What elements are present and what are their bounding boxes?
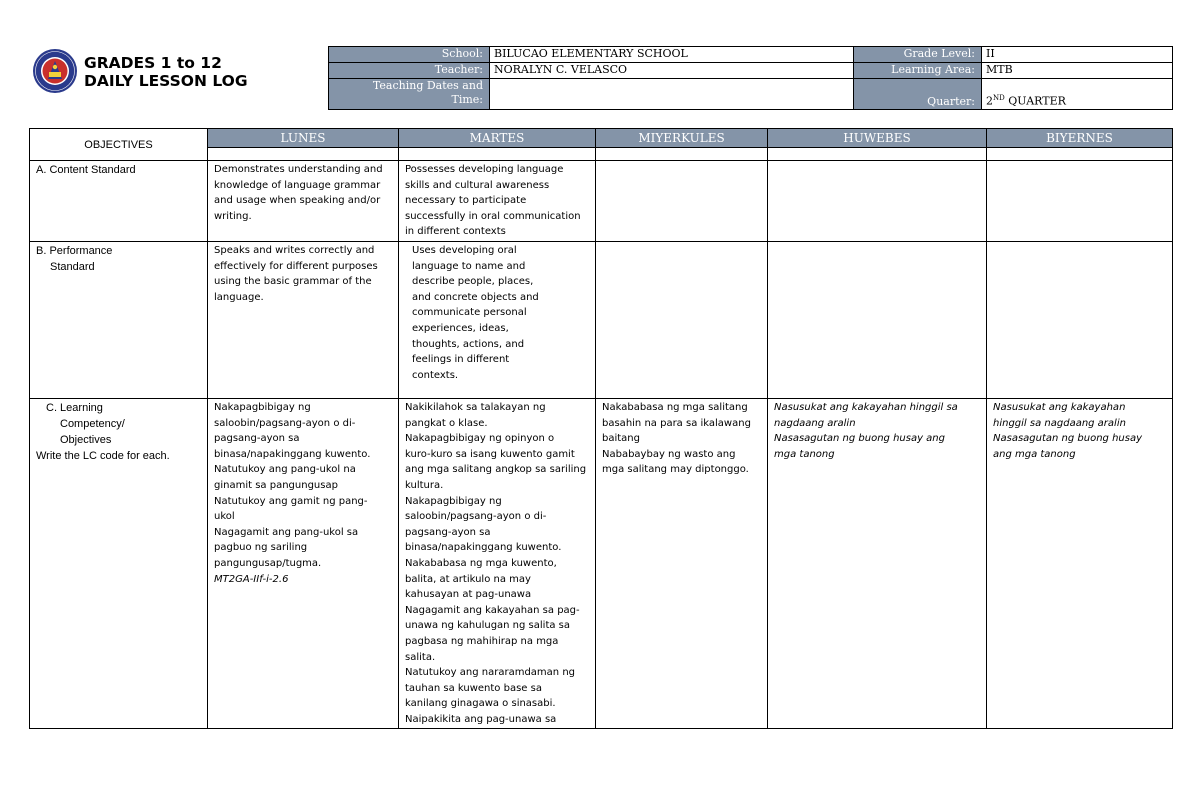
text-line: pagbuo ng sariling: [214, 542, 308, 554]
day-header-huwebes: HUWEBES: [768, 129, 987, 148]
objectives-header: OBJECTIVES: [30, 129, 208, 161]
day-header-biyernes: BIYERNES: [987, 129, 1173, 148]
text-line: Nasasagutan ng buong husay: [993, 433, 1142, 445]
text-line: skills and cultural awareness: [405, 179, 550, 191]
text-line: kanilang ginagawa o sinasabi.: [405, 698, 556, 710]
text-line: Natutukoy ang nararamdaman ng: [405, 667, 575, 679]
text-line: Nakapagbibigay ng: [214, 402, 311, 413]
text-line: language to name and: [412, 260, 526, 272]
text-line: kahusayan at pag-unawa: [405, 589, 532, 601]
performance-standard-martes: [399, 242, 596, 399]
text-line: Standard: [50, 261, 95, 273]
text-line: tauhan sa kuwento base sa: [405, 682, 542, 694]
title-line-1: GRADES 1 to 12: [84, 54, 222, 72]
text-line: necessary to participate: [405, 195, 527, 207]
lesson-log-table: [29, 128, 1173, 729]
text-line: basahin na para sa ikalawang: [602, 417, 751, 429]
teaching-dates-value: [490, 79, 854, 110]
text-line: Nakapagbibigay ng opinyon o: [405, 433, 555, 445]
text-line: Nakapagbibigay ng: [405, 495, 502, 507]
text-line: feelings in different: [412, 354, 510, 366]
text-line: knowledge of language grammar: [214, 179, 381, 191]
content-standard-martes: [399, 161, 596, 242]
blank-cell: [208, 148, 399, 161]
text-line: binasa/napakinggang kuwento.: [214, 448, 371, 460]
text-line: and concrete objects and: [412, 291, 539, 303]
deped-seal-logo: [32, 48, 78, 94]
header-info-table: [328, 46, 1173, 110]
text-line: ang mga salitang angkop sa sariling: [405, 464, 587, 476]
text-line: saloobin/pagsang-ayon o di-: [214, 417, 356, 429]
learning-competency-label: [30, 399, 208, 729]
text-line: salita.: [405, 651, 436, 663]
text-line: Nakababasa ng mga kuwento,: [405, 557, 557, 569]
text-line: effectively for different purposes: [214, 260, 378, 272]
text-line: Possesses developing language: [405, 164, 564, 175]
text-line: contexts.: [412, 369, 459, 381]
teaching-dates-label-1: Teaching Dates and: [372, 79, 483, 92]
text-line: language.: [214, 291, 264, 303]
text-line: pagsang-ayon sa: [405, 526, 491, 538]
text-line: binasa/napakinggang kuwento.: [405, 542, 562, 554]
text-line: Demonstrates understanding and: [214, 164, 383, 175]
learning-area-value: MTB: [982, 63, 1173, 79]
text-line: Nasusukat ang kakayahan: [993, 402, 1126, 413]
teacher-value: NORALYN C. VELASCO: [490, 63, 854, 79]
learning-competency-martes: [399, 399, 596, 729]
blank-cell: [768, 148, 987, 161]
text-line: Competency/: [60, 418, 125, 430]
text-line: writing.: [214, 210, 252, 222]
content-standard-huwebes: [768, 161, 987, 242]
text-line: Nasusukat ang kakayahan hinggil sa: [774, 402, 958, 413]
content-standard-biyernes: [987, 161, 1173, 242]
lc-code: MT2GA-IIf-i-2.6: [214, 573, 289, 585]
quarter-number: 2: [986, 95, 993, 108]
text-line: ang mga tanong: [993, 448, 1076, 460]
text-line: thoughts, actions, and: [412, 338, 525, 350]
grade-level-value: II: [982, 47, 1173, 63]
learning-competency-lunes: [208, 399, 399, 729]
text-line: describe people, places,: [412, 276, 534, 288]
text-line: Objectives: [60, 434, 112, 446]
text-line: B. Performance: [36, 245, 113, 257]
teaching-dates-label: [329, 79, 490, 110]
text-line: pagbasa ng mahihirap na mga: [405, 635, 559, 647]
text-line: communicate personal: [412, 307, 527, 319]
text-line: Natutukoy ang pang-ukol na: [214, 464, 356, 476]
text-line: Nababaybay ng wasto ang: [602, 448, 736, 460]
text-line: unawa ng kahulugan ng salita sa: [405, 620, 571, 632]
quarter-label: Quarter:: [854, 79, 982, 110]
quarter-word: QUARTER: [1004, 95, 1066, 108]
text-line: kultura.: [405, 479, 444, 491]
blank-cell: [987, 148, 1173, 161]
performance-standard-huwebes: [768, 242, 987, 399]
teaching-dates-label-2: Time:: [451, 93, 483, 106]
page-title: [84, 54, 248, 90]
text-line: hinggil sa nagdaang aralin: [993, 417, 1126, 429]
school-value: BILUCAO ELEMENTARY SCHOOL: [490, 47, 854, 63]
day-header-miyerkules: MIYERKULES: [596, 129, 768, 148]
text-line: pagsang-ayon sa: [214, 433, 300, 445]
school-label: School:: [329, 47, 490, 63]
performance-standard-miyerkules: [596, 242, 768, 399]
text-line: saloobin/pagsang-ayon o di-: [405, 511, 547, 523]
quarter-value: [982, 79, 1173, 110]
learning-competency-miyerkules: [596, 399, 768, 729]
performance-standard-lunes: [208, 242, 399, 399]
text-line: Nakikilahok sa talakayan ng: [405, 402, 546, 413]
text-line: baitang: [602, 433, 640, 445]
text-line: ginamit sa pangungusap: [214, 479, 338, 491]
text-line: kuro-kuro sa isang kuwento gamit: [405, 448, 575, 460]
text-line: mga tanong: [774, 448, 835, 460]
text-line: experiences, ideas,: [412, 322, 509, 334]
day-header-lunes: LUNES: [208, 129, 399, 148]
text-line: mga salitang may diptonggo.: [602, 464, 749, 476]
content-standard-label: A. Content Standard: [30, 161, 208, 242]
blank-cell: [596, 148, 768, 161]
text-line: ukol: [214, 511, 235, 523]
text-line: Natutukoy ang gamit ng pang-: [214, 495, 368, 507]
learning-area-label: Learning Area:: [854, 63, 982, 79]
text-line: Speaks and writes correctly and: [214, 245, 375, 256]
blank-cell: [399, 148, 596, 161]
title-line-2: DAILY LESSON LOG: [84, 72, 248, 90]
text-line: nagdaang aralin: [774, 417, 856, 429]
text-line: balita, at artikulo na may: [405, 573, 531, 585]
text-line: and usage when speaking and/or: [214, 195, 381, 207]
text-line: Naipakikita ang pag-unawa sa: [405, 713, 557, 725]
text-line: pangungusap/tugma.: [214, 557, 322, 569]
performance-standard-label: [30, 242, 208, 399]
learning-competency-biyernes: [987, 399, 1173, 729]
content-standard-miyerkules: [596, 161, 768, 242]
text-line: C. Learning: [46, 402, 103, 414]
performance-standard-biyernes: [987, 242, 1173, 399]
quarter-suffix: ND: [993, 94, 1005, 103]
text-line: Nakababasa ng mga salitang: [602, 402, 748, 413]
text-line: Uses developing oral: [412, 245, 517, 256]
day-header-martes: MARTES: [399, 129, 596, 148]
grade-level-label: Grade Level:: [854, 47, 982, 63]
text-line: Nasasagutan ng buong husay ang: [774, 433, 945, 445]
text-line: using the basic grammar of the: [214, 276, 372, 288]
text-line: in different contexts: [405, 226, 506, 238]
content-standard-lunes: [208, 161, 399, 242]
text-line: Nagagamit ang pang-ukol sa: [214, 526, 359, 538]
text-line: Nagagamit ang kakayahan sa pag-: [405, 604, 580, 616]
text-line: successfully in oral communication: [405, 210, 581, 222]
text-line: Write the LC code for each.: [36, 450, 170, 462]
text-line: pangkat o klase.: [405, 417, 488, 429]
teacher-label: Teacher:: [329, 63, 490, 79]
learning-competency-huwebes: [768, 399, 987, 729]
